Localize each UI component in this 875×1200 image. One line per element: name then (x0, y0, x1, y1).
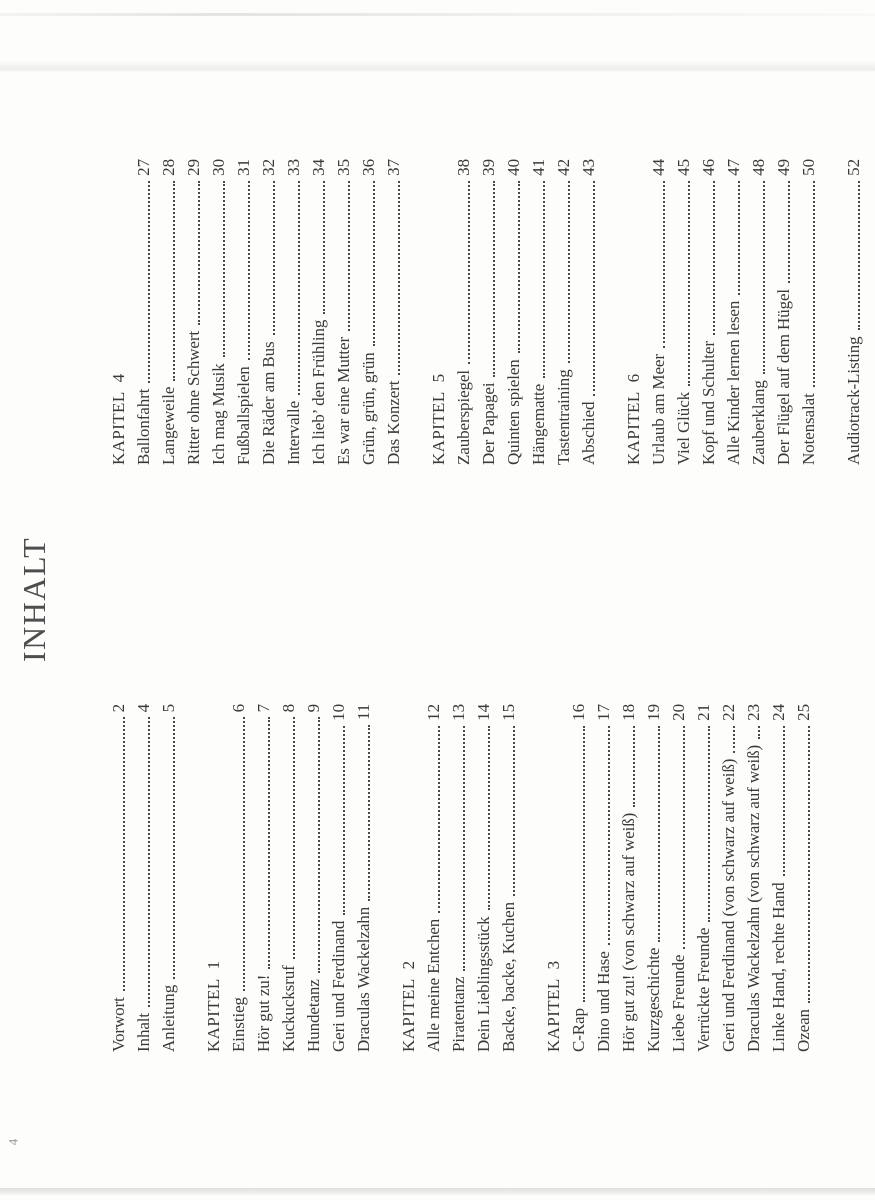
dot-leader (123, 717, 125, 991)
page-number-ref: 45 (674, 159, 693, 176)
page-number-ref: 36 (359, 159, 378, 176)
page-number-ref: 47 (724, 159, 743, 176)
chapter-heading: KAPITEL 4 (109, 373, 128, 465)
toc-entry-label: Langeweile (159, 386, 178, 465)
page-number-ref: 14 (474, 704, 493, 721)
toc-entry-label: Ich mag Musik (209, 363, 228, 465)
page-number-ref: 13 (449, 704, 468, 721)
toc-entry-label: Der Flügel auf dem Hügel (774, 288, 793, 465)
toc-entry-label: Hundetanz (304, 979, 323, 1052)
toc-entry-label: Viel Glück (674, 391, 693, 465)
dot-leader (713, 181, 715, 335)
dot-leader (783, 726, 785, 877)
page-number-ref: 43 (579, 159, 598, 176)
page-number-ref: 49 (774, 159, 793, 176)
toc-entry (131, 159, 156, 465)
toc-entry-label: Dein Lieblingsstück (474, 916, 493, 1052)
dot-leader (733, 726, 735, 753)
toc-entry (796, 159, 821, 465)
toc-entry-label: Die Räder am Bus (259, 341, 278, 465)
toc-entry-label: Linke Hand, rechte Hand (769, 882, 788, 1052)
page-number-ref: 18 (619, 704, 638, 721)
toc-entry-label: Ritter ohne Schwert (184, 330, 203, 465)
toc-entry (226, 704, 251, 1052)
dot-leader (583, 726, 585, 1002)
toc-group (106, 159, 406, 465)
toc-entry (206, 159, 231, 465)
page-number-ref: 44 (649, 159, 668, 176)
toc-entry (306, 159, 331, 465)
page-number-ref: 27 (134, 159, 153, 176)
page-number-ref: 40 (504, 159, 523, 176)
toc-entry (741, 704, 766, 1052)
toc-entry (256, 159, 281, 465)
toc-entry (156, 704, 181, 1052)
toc-entry-label: Es war eine Mutter (334, 336, 353, 465)
toc-entry (791, 704, 816, 1052)
dot-leader (658, 726, 660, 942)
page-number-ref: 30 (209, 159, 228, 176)
toc-entry (451, 159, 476, 465)
toc-entry (156, 159, 181, 465)
page-number-ref: 42 (554, 159, 573, 176)
toc-entry-label: Ich lieb’ den Frühling (309, 319, 328, 465)
page-number-ref: 10 (329, 704, 348, 721)
toc-entry-label: Zauberspiegel (454, 370, 473, 465)
dot-leader (348, 181, 350, 331)
dot-leader (758, 726, 760, 739)
toc-entry (131, 704, 156, 1052)
dot-leader (543, 181, 545, 378)
page-number-ref: 9 (304, 704, 323, 713)
dot-leader (248, 181, 250, 360)
toc-entry-label: Ballonfahrt (134, 388, 153, 465)
toc-entry-label: Alle meine Entchen (424, 918, 443, 1052)
dot-leader (173, 181, 175, 381)
toc-entry-label: Tastentraining (554, 369, 573, 465)
page-number-ref: 7 (254, 704, 273, 713)
toc-entry-label: Einstieg (229, 997, 248, 1052)
dot-leader (593, 181, 595, 396)
toc-entry-label: Vorwort (109, 997, 128, 1052)
toc-entry-label: Kopf und Schulter (699, 341, 718, 465)
toc-entry (276, 704, 301, 1052)
page-number-ref: 17 (594, 704, 613, 721)
page-number-ref: 28 (159, 159, 178, 176)
toc-entry-label: Abschied (579, 401, 598, 465)
toc-entry-label: Der Papagei (479, 382, 498, 465)
toc-group (396, 704, 521, 1052)
dot-leader (398, 181, 400, 375)
toc-entry (471, 704, 496, 1052)
toc-entry (691, 704, 716, 1052)
dot-leader (683, 726, 685, 949)
page-number-ref: 37 (384, 159, 403, 176)
dot-leader (293, 717, 295, 959)
page-number-ref: 39 (479, 159, 498, 176)
toc-entry-label: Geri und Ferdinand (329, 920, 348, 1052)
dot-leader (368, 725, 370, 901)
toc-entry (351, 704, 376, 1052)
page-number-ref: 23 (744, 704, 763, 721)
toc-entry (231, 159, 256, 465)
page-number-ref: 32 (259, 159, 278, 176)
page-number-ref: 12 (424, 704, 443, 721)
dot-leader (468, 181, 470, 364)
page-number-ref: 19 (644, 704, 663, 721)
toc-entry (501, 159, 526, 465)
toc-entry-label: Hör gut zu! (254, 974, 273, 1052)
page-number-ref: 52 (844, 159, 863, 176)
toc-entry (356, 159, 381, 465)
toc-entry-label: Das Konzert (384, 380, 403, 465)
dot-leader (173, 717, 175, 979)
dot-leader (268, 717, 270, 968)
dot-leader (708, 726, 710, 922)
dot-leader (513, 726, 515, 896)
dot-leader (738, 181, 740, 295)
toc-entry-label: Fußballspielen (234, 366, 253, 465)
dot-leader (608, 726, 610, 946)
page-number-ref: 4 (134, 704, 153, 713)
toc-entry (696, 159, 721, 465)
toc-entry-label: Ozean (794, 1009, 813, 1052)
page-number-ref: 38 (454, 159, 473, 176)
dot-leader (318, 717, 320, 973)
toc-entry (766, 704, 791, 1052)
toc-entry (646, 159, 671, 465)
toc-entry-label: Notensalat (799, 393, 818, 465)
dot-leader (198, 181, 200, 325)
toc-column-right (106, 159, 866, 465)
dot-leader (488, 726, 490, 911)
toc-entry-label: Intervalle (284, 400, 303, 465)
toc-group (426, 159, 601, 465)
toc-entry (381, 159, 406, 465)
page-number-ref: 15 (499, 704, 518, 721)
toc-entry (716, 704, 741, 1052)
page-number-ref: 48 (749, 159, 768, 176)
page-number-ref: 31 (234, 159, 253, 176)
toc-entry-label: Backe, backe, Kuchen (499, 902, 518, 1052)
page-number-ref: 25 (794, 704, 813, 721)
dot-leader (323, 181, 325, 314)
toc-entry-label: Dino und Hase (594, 951, 613, 1052)
dot-leader (858, 181, 860, 331)
toc-group (621, 159, 821, 465)
dot-leader (493, 181, 495, 377)
toc-entry (251, 704, 276, 1052)
toc-entry (576, 159, 601, 465)
dot-leader (273, 181, 275, 336)
page-number-ref: 5 (159, 704, 178, 713)
toc-group (106, 704, 181, 1052)
toc-entry-label: Draculas Wackelzahn (von schwarz auf weiß) (744, 744, 763, 1052)
toc-entry-label: Geri und Ferdinand (von schwarz auf weiß) (719, 758, 738, 1052)
dot-leader (633, 726, 635, 807)
dot-leader (343, 726, 345, 915)
toc-entry (616, 704, 641, 1052)
toc-entry-label: Urlaub am Meer (649, 354, 668, 465)
toc-entry (326, 704, 351, 1052)
toc-entry-label: Verrückte Freunde (694, 927, 713, 1052)
dot-leader (298, 181, 300, 395)
corner-page-number: 4 (5, 1138, 21, 1146)
dot-leader (148, 717, 150, 1007)
page-number-ref: 16 (569, 704, 588, 721)
dot-leader (518, 181, 520, 354)
page-number-ref: 20 (669, 704, 688, 721)
toc-entry-label: Hör gut zu! (von schwarz auf weiß) (619, 812, 638, 1052)
toc-entry (526, 159, 551, 465)
dot-leader (788, 181, 790, 283)
toc-entry-label: Alle Kinder lernen lesen (724, 300, 743, 465)
toc-group (541, 704, 816, 1052)
toc-entry (181, 159, 206, 465)
toc-entry-label: Kurzgeschichte (644, 947, 663, 1052)
toc-entry-label: Anleitung (159, 984, 178, 1052)
chapter-heading: KAPITEL 5 (429, 373, 448, 465)
dot-leader (663, 181, 665, 348)
toc-entry (671, 159, 696, 465)
toc-group (841, 159, 866, 465)
page-number-ref: 24 (769, 704, 788, 721)
toc-entry (301, 704, 326, 1052)
toc-entry-label: Draculas Wackelzahn (354, 906, 373, 1052)
page-number-ref: 11 (354, 704, 373, 721)
toc-entry (771, 159, 796, 465)
toc-entry (551, 159, 576, 465)
page-number-ref: 35 (334, 159, 353, 176)
toc-entry-label: C-Rap (569, 1008, 588, 1052)
toc-entry-label: Liebe Freunde (669, 954, 688, 1052)
dot-leader (568, 181, 570, 364)
dot-leader (688, 181, 690, 386)
toc-entry (421, 704, 446, 1052)
dot-leader (808, 726, 810, 1003)
page-number-ref: 33 (284, 159, 303, 176)
toc-entry (281, 159, 306, 465)
toc-entry (566, 704, 591, 1052)
page-number-ref: 22 (719, 704, 738, 721)
page-number-ref: 41 (529, 159, 548, 176)
toc-entry (641, 704, 666, 1052)
page-number-ref: 21 (694, 704, 713, 721)
toc-entry (106, 704, 131, 1052)
toc-entry-label: Audiotrack-Listing (844, 336, 863, 465)
toc-entry (446, 704, 471, 1052)
toc-entry-label: Quinten spielen (504, 359, 523, 465)
toc-entry (721, 159, 746, 465)
chapter-heading: KAPITEL 6 (624, 373, 643, 465)
toc-entry (591, 704, 616, 1052)
toc-entry-label: Kuckucksruf (279, 965, 298, 1052)
toc-entry (841, 159, 866, 465)
toc-entry-label: Hängematte (529, 383, 548, 465)
toc-entry-label: Zauberklang (749, 380, 768, 465)
dot-leader (243, 717, 245, 991)
toc-entry (496, 704, 521, 1052)
chapter-heading: KAPITEL 2 (399, 960, 418, 1052)
page-number-ref: 46 (699, 159, 718, 176)
dot-leader (813, 181, 815, 387)
toc-column-left (106, 704, 816, 1052)
toc-entry (666, 704, 691, 1052)
page-number-ref: 50 (799, 159, 818, 176)
dot-leader (763, 181, 765, 374)
dot-leader (463, 726, 465, 971)
toc-entry (476, 159, 501, 465)
page-number-ref: 6 (229, 704, 248, 713)
toc-entry (331, 159, 356, 465)
page-number-ref: 2 (109, 704, 128, 713)
page-title: INHALT (16, 536, 52, 662)
page-number-ref: 34 (309, 159, 328, 176)
page-number-ref: 29 (184, 159, 203, 176)
dot-leader (223, 181, 225, 358)
dot-leader (148, 181, 150, 383)
toc-entry-label: Piratentanz (449, 976, 468, 1052)
toc-group (201, 704, 376, 1052)
toc-entry-label: Grün, grün, grün (359, 352, 378, 465)
chapter-heading: KAPITEL 3 (544, 960, 563, 1052)
toc-entry (746, 159, 771, 465)
dot-leader (373, 181, 375, 347)
page-number-ref: 8 (279, 704, 298, 713)
chapter-heading: KAPITEL 1 (204, 960, 223, 1052)
toc-entry-label: Inhalt (134, 1012, 153, 1052)
dot-leader (438, 726, 440, 913)
